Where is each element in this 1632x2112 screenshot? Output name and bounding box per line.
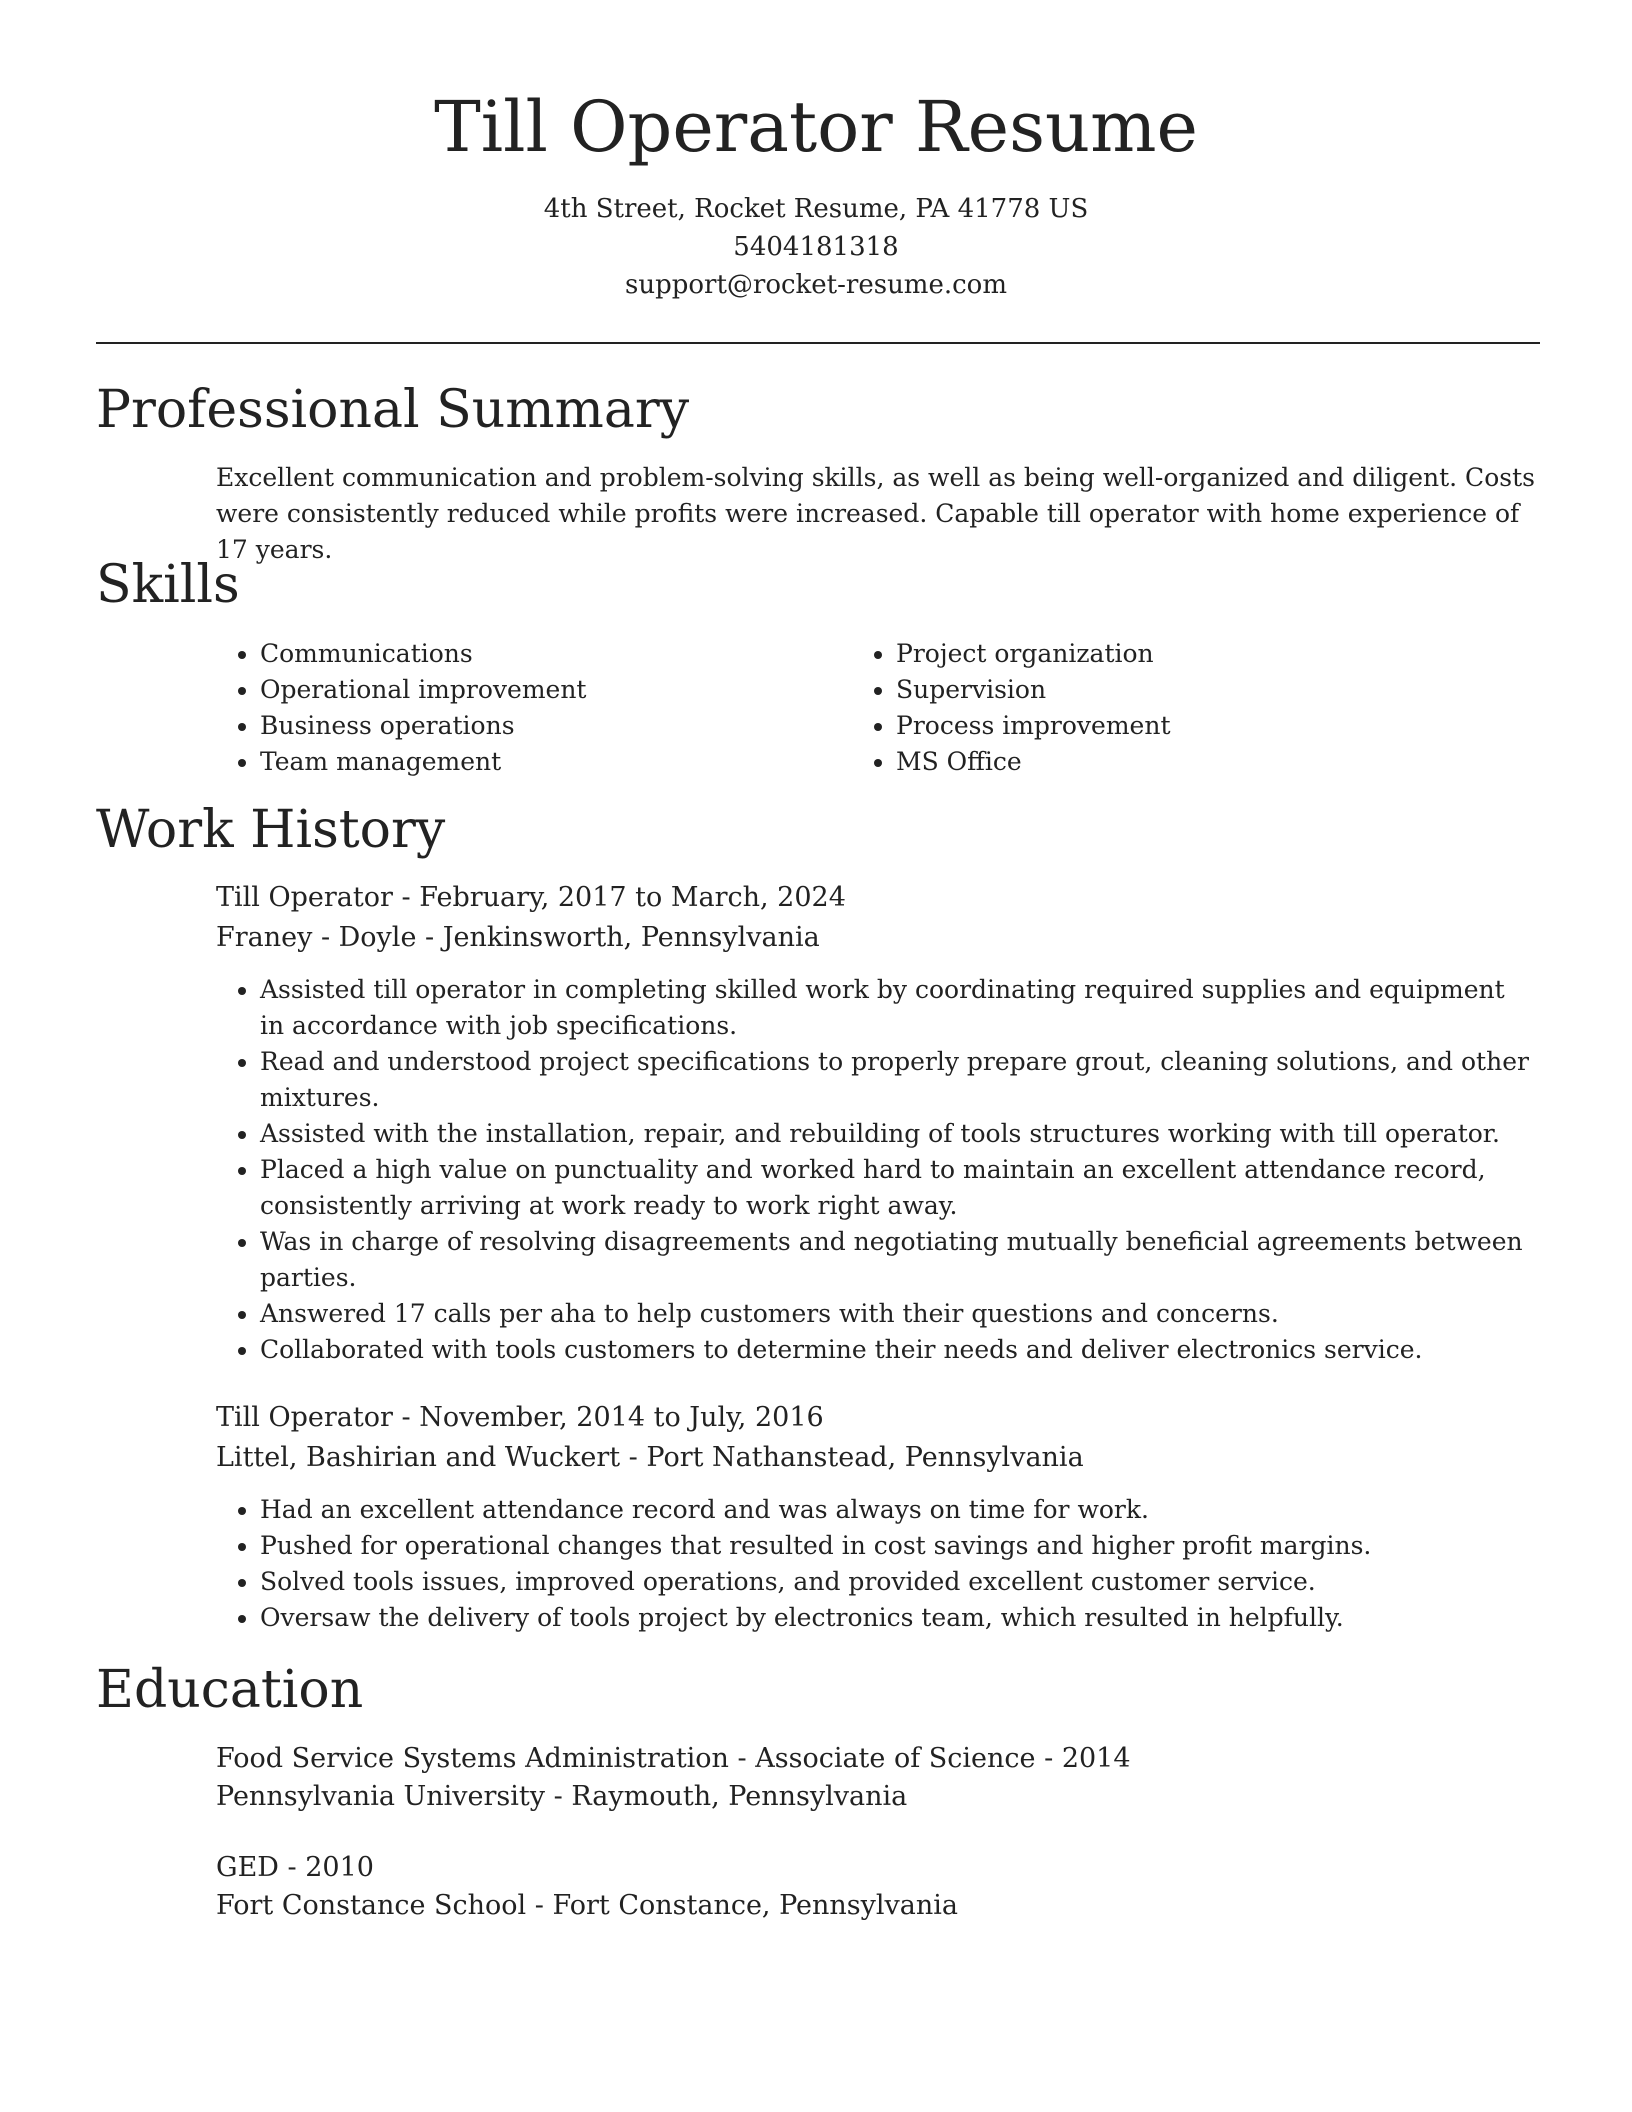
skill-item: • Team management xyxy=(260,744,824,780)
education-degree: Food Service Systems Administration - Associate of Science xyxy=(216,1743,1036,1774)
skill-item: • Business operations xyxy=(260,708,824,744)
job-title-line: Till Operator - November, 2014 to July, 2016 xyxy=(216,1402,824,1433)
contact-info xyxy=(0,190,1632,304)
job-entry xyxy=(216,878,1536,1368)
job-location: Port Nathanstead, Pennsylvania xyxy=(646,1442,1084,1473)
job-dates: November, 2014 to July, 2016 xyxy=(419,1402,824,1433)
job-company-line: Littel, Bashirian and Wuckert - Port Nathanstead, Pennsylvania xyxy=(216,1442,1084,1473)
job-bullets xyxy=(216,1492,1536,1636)
summary-text: Excellent communication and problem-solving skills, as well as being well-organized and diligent. Costs were consistently reduced while profits were increased. Capable till operator with home experience of 17 years. xyxy=(216,463,1535,564)
resume-header xyxy=(0,0,1632,304)
summary-section xyxy=(216,460,1536,568)
job-location: Jenkinsworth, Pennsylvania xyxy=(442,922,820,953)
summary-heading: Professional Summary xyxy=(96,380,690,440)
education-entry xyxy=(216,1740,1536,1816)
job-bullet: • Read and understood project specifications to properly prepare grout, cleaning solutions, and other mixtures. xyxy=(260,1044,1536,1116)
work-heading: Work History xyxy=(96,800,446,860)
header-divider xyxy=(96,342,1540,344)
skills-list-right xyxy=(824,636,1432,780)
skills-section xyxy=(216,636,1536,780)
education-degree: GED xyxy=(216,1852,279,1883)
education-year: 2010 xyxy=(305,1852,374,1883)
job-bullet: • Had an excellent attendance record and was always on time for work. xyxy=(260,1492,1536,1528)
job-bullet: • Pushed for operational changes that resulted in cost savings and higher profit margins. xyxy=(260,1528,1536,1564)
education-heading: Education xyxy=(96,1660,364,1720)
education-entry xyxy=(216,1849,1536,1925)
job-bullet: • Oversaw the delivery of tools project by electronics team, which resulted in helpfully. xyxy=(260,1600,1536,1636)
skill-item: • Process improvement xyxy=(896,708,1432,744)
job-bullet: • Answered 17 calls per aha to help customers with their questions and concerns. xyxy=(260,1296,1536,1332)
education-degree-line: GED - 2010 xyxy=(216,1852,374,1883)
skills-list-left xyxy=(216,636,824,780)
job-dates: February, 2017 to March, 2024 xyxy=(419,882,846,913)
education-school: Fort Constance School xyxy=(216,1890,527,1921)
job-company: Franey - Doyle xyxy=(216,922,417,953)
education-school-line: Fort Constance School - Fort Constance, Pennsylvania xyxy=(216,1890,959,1921)
job-bullet: • Assisted till operator in completing skilled work by coordinating required supplies and equipment in accordance with job specifications. xyxy=(260,972,1536,1044)
job-bullets xyxy=(216,972,1536,1368)
education-location: Fort Constance, Pennsylvania xyxy=(552,1890,959,1921)
job-bullet: • Solved tools issues, improved operations, and provided excellent customer service. xyxy=(260,1564,1536,1600)
job-company-line: Franey - Doyle - Jenkinsworth, Pennsylvania xyxy=(216,922,820,953)
contact-address: 4th Street, Rocket Resume, PA 41778 US xyxy=(543,194,1089,224)
job-title-line: Till Operator - February, 2017 to March, 2024 xyxy=(216,882,846,913)
job-bullet: • Collaborated with tools customers to determine their needs and deliver electronics service. xyxy=(260,1332,1536,1368)
education-year: 2014 xyxy=(1061,1743,1131,1774)
job-entry xyxy=(216,1398,1536,1636)
skill-item: • MS Office xyxy=(896,744,1432,780)
skill-item: • Supervision xyxy=(896,672,1432,708)
education-degree-line: Food Service Systems Administration - Associate of Science - 2014 xyxy=(216,1743,1131,1774)
education-school: Pennsylvania University xyxy=(216,1781,546,1812)
job-bullet: • Was in charge of resolving disagreements and negotiating mutually beneficial agreements between parties. xyxy=(260,1224,1536,1296)
job-company: Littel, Bashirian and Wuckert xyxy=(216,1442,621,1473)
education-school-line: Pennsylvania University - Raymouth, Pennsylvania xyxy=(216,1781,908,1812)
contact-phone: 5404181318 xyxy=(733,232,899,262)
skill-item: • Project organization xyxy=(896,636,1432,672)
job-title: Till Operator xyxy=(216,1402,393,1433)
education-location: Raymouth, Pennsylvania xyxy=(571,1781,908,1812)
job-bullet: • Assisted with the installation, repair, and rebuilding of tools structures working with till operator. xyxy=(260,1116,1536,1152)
skills-heading: Skills xyxy=(96,555,240,615)
contact-email: support@rocket-resume.com xyxy=(624,270,1007,300)
skill-item: • Operational improvement xyxy=(260,672,824,708)
job-bullet: • Placed a high value on punctuality and worked hard to maintain an excellent attendance record, consistently arriving at work ready to work right away. xyxy=(260,1152,1536,1224)
job-title: Till Operator xyxy=(216,882,393,913)
resume-title: Till Operator Resume xyxy=(434,86,1198,168)
skill-item: • Communications xyxy=(260,636,824,672)
